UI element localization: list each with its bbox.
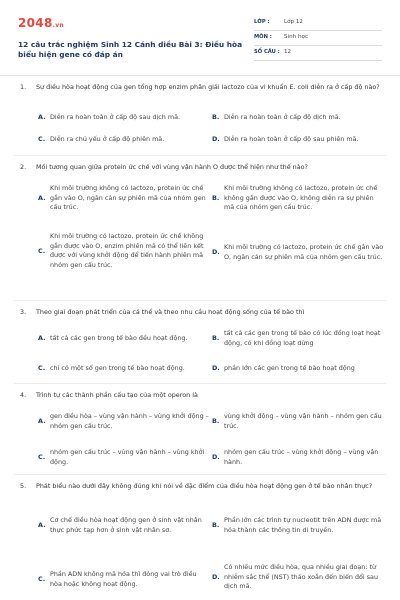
option-text: Khi môi trường có lactozo, protein ức chế gắn vào O, ngăn cản sự phiên mã của nhóm gen cấu trúc.: [224, 243, 384, 261]
header-divider: [0, 75, 400, 76]
option-letter: A.: [38, 113, 46, 122]
option-d[interactable]: [212, 135, 384, 145]
option-text: Diễn ra hoàn toàn ở cấp độ sau phiên mã.: [224, 135, 359, 143]
option-text: Diễn ra hoàn toàn ở cấp độ dịch mã.: [224, 113, 341, 121]
option-letter: C.: [38, 135, 46, 144]
option-d[interactable]: [212, 364, 384, 374]
question-divider: [14, 383, 386, 384]
option-text: Phần ADN không mã hóa thì đóng vai trò điều hòa hoặc không hoạt động.: [50, 570, 197, 588]
option-letter: D.: [212, 453, 220, 462]
option-c[interactable]: [38, 135, 210, 145]
question-3: [20, 308, 384, 317]
option-text: vùng khởi động – vùng vận hành – nhóm gen cấu trúc.: [224, 412, 382, 430]
question-1: [20, 83, 384, 92]
option-b[interactable]: [212, 516, 384, 535]
page-title: 12 câu trắc nghiệm Sinh 12 Cánh diều Bài 3: Điều hòa biểu hiện gene có đáp án: [18, 40, 243, 59]
meta-value: Sinh học: [284, 34, 309, 41]
option-a[interactable]: [38, 334, 210, 344]
question-text: Trình tự các thành phần cấu tạo của một operon là: [36, 391, 198, 399]
option-letter: C.: [38, 364, 46, 373]
option-b[interactable]: [212, 329, 384, 348]
meta-row-subject: [254, 31, 382, 46]
option-letter: A.: [38, 334, 46, 343]
option-letter: B.: [212, 417, 220, 426]
option-letter: C.: [38, 575, 46, 584]
option-text: Phần lớn các trình tự nucleotit trên ADN được mã hóa thành các thông tin di truyền.: [224, 516, 382, 534]
option-a[interactable]: [38, 516, 210, 535]
question-number: 5.: [20, 482, 27, 490]
meta-label: MÔN :: [254, 34, 272, 41]
option-letter: B.: [212, 521, 220, 530]
option-c[interactable]: [38, 448, 210, 467]
question-5: [20, 482, 384, 491]
option-text: tất cả các gen trong tế bào đều hoạt động.: [50, 334, 188, 342]
option-letter: C.: [38, 246, 46, 255]
option-letter: C.: [38, 453, 46, 462]
question-number: 4.: [20, 391, 27, 399]
question-text: Phát biểu nào dưới đây không đúng khi nói về đặc điểm của điều hòa hoạt động gen ở tế bào nhân thực?: [36, 482, 373, 490]
option-text: nhóm gen cấu trúc – vùng khởi động – vùng vận hành.: [224, 448, 379, 466]
option-b[interactable]: [212, 113, 384, 123]
option-letter: B.: [212, 334, 220, 343]
option-text: Cơ chế điều hòa hoạt động gen ở sinh vật nhân thực phức tạp hơn ở sinh vật nhân sơ.: [50, 516, 202, 534]
meta-label: SỐ CÂU :: [254, 49, 280, 56]
option-c[interactable]: [38, 232, 210, 270]
option-letter: A.: [38, 417, 46, 426]
option-letter: A.: [38, 194, 46, 203]
page-header: [14, 10, 386, 66]
option-text: chỉ có một số gen trong tế bào hoạt động.: [50, 364, 185, 372]
logo-suffix: .vn: [52, 22, 64, 29]
option-a[interactable]: [38, 184, 210, 213]
question-2: [20, 163, 384, 172]
option-letter: D.: [212, 135, 220, 144]
question-4: [20, 391, 384, 400]
option-a[interactable]: [38, 113, 210, 123]
option-a[interactable]: [38, 412, 210, 431]
meta-value: 12: [284, 49, 292, 56]
option-d[interactable]: [212, 563, 384, 592]
question-number: 3.: [20, 308, 27, 316]
question-divider: [14, 300, 386, 301]
question-text: Sự điều hòa hoạt động của gen tổng hợp enzim phân giải lactozo của vi khuẩn E. coli diễn ra ở cấp độ nào?: [36, 83, 380, 91]
question-text: Theo giai đoạn phát triển của cá thể và theo nhu cầu hoạt động sống của tế bào thì: [36, 308, 305, 316]
question-divider: [14, 155, 386, 156]
option-b[interactable]: [212, 184, 384, 213]
question-number: 2.: [20, 163, 27, 171]
logo-main: 2048: [18, 16, 53, 30]
option-text: gen điều hòa – vùng vận hành – vùng khởi động – nhóm gen cấu trúc.: [50, 412, 209, 430]
meta-table: [254, 16, 382, 61]
option-c[interactable]: [38, 570, 210, 589]
option-text: Khi môi trường có lactozo, protein ức chế không gắn được vào O, enzim phiên mã có thể liên kết được với vùng khởi động để tiến hành phiên mã nhóm gen cấu trúc.: [50, 232, 204, 269]
option-text: Có nhiều mức điều hòa, qua nhiều giai đoạn: từ nhiễm sắc thể (NST) tháo xoắn đến biến đổi sau dịch mã.: [224, 563, 379, 591]
question-divider: [14, 474, 386, 475]
option-letter: D.: [212, 364, 220, 373]
option-text: tất cả các gen trong tế bào có lúc đồng loạt hoạt động, có khi đồng loạt dừng: [224, 329, 381, 347]
option-text: Diễn ra chủ yếu ở cấp độ phiên mã.: [50, 135, 165, 143]
option-text: Khi môi trường không có lactozo, protein ức chế không gắn được vào O, không diễn ra sự phiên mã của nhóm gen cấu trúc.: [224, 184, 378, 212]
question-text: Mối tương quan giữa protein ức chế với vùng vận hành O được thể hiện như thế nào?: [36, 163, 308, 171]
meta-value: Lớp 12: [284, 19, 303, 26]
option-letter: D.: [212, 248, 220, 257]
option-letter: B.: [212, 113, 220, 122]
option-text: nhóm gen cấu trúc – vùng vận hành – vùng khởi động.: [50, 448, 205, 466]
option-letter: D.: [212, 573, 220, 582]
site-logo[interactable]: [18, 15, 64, 31]
option-text: Diễn ra hoàn toàn ở cấp độ sau dịch mã.: [50, 113, 181, 121]
option-b[interactable]: [212, 412, 384, 431]
option-text: phần lớn các gen trong tế bào hoạt động: [224, 364, 355, 372]
option-d[interactable]: [212, 243, 384, 262]
meta-row-class: [254, 16, 382, 31]
option-c[interactable]: [38, 364, 210, 374]
option-text: Khi môi trường không có lactozo, protein ức chế gắn vào O, ngăn cản sự phiên mã của nhóm gen cấu trúc.: [50, 184, 206, 212]
meta-label: LỚP :: [254, 19, 270, 26]
meta-row-count: [254, 46, 382, 61]
option-d[interactable]: [212, 448, 384, 467]
question-number: 1.: [20, 83, 27, 91]
option-letter: A.: [38, 521, 46, 530]
option-letter: B.: [212, 194, 220, 203]
